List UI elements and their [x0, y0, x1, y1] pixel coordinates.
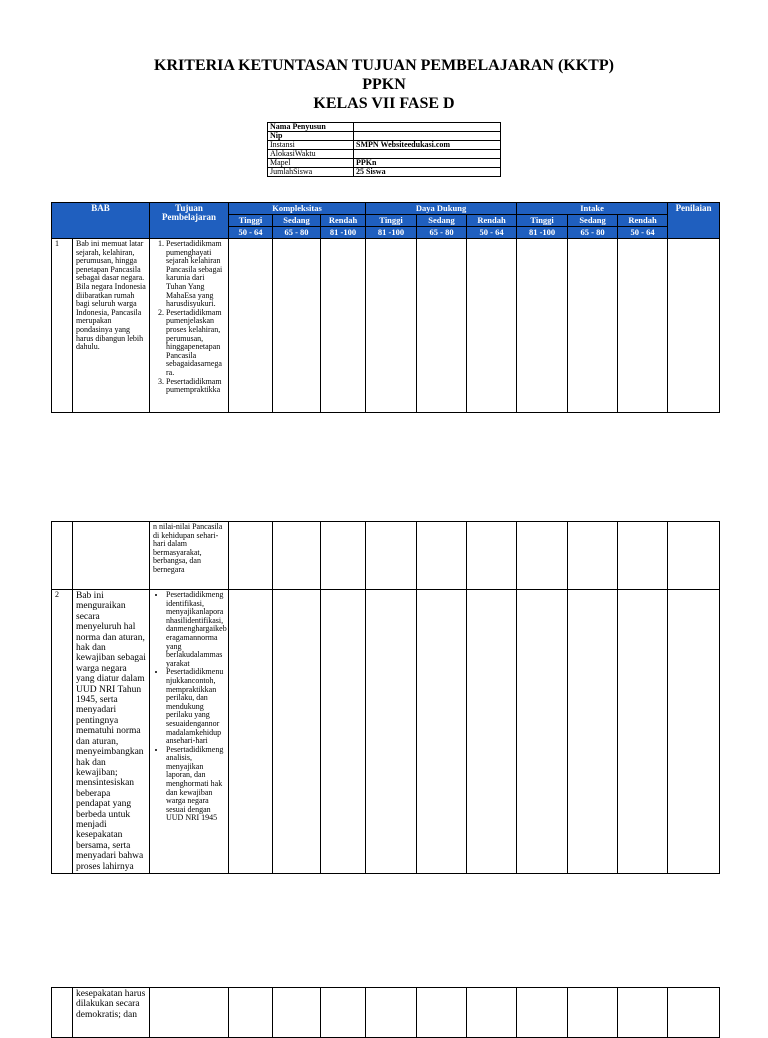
row-number: 1	[52, 239, 73, 413]
info-row	[268, 168, 501, 177]
tujuan-item: 2. Pesertadidikmam pumenjelaskan proses kelahiran, perumusan, hinggapenetapan Pancasila sebagaidasarnega ra.	[166, 309, 225, 378]
header-daya-dukung: Daya Dukung	[366, 203, 517, 215]
info-key: Nama Penyusun	[268, 123, 354, 132]
header-range: 50 - 64	[618, 227, 668, 239]
header-level: Sedang	[568, 215, 618, 227]
info-value	[354, 123, 501, 132]
table-row	[52, 522, 720, 590]
info-value: SMPN Websiteedukasi.com	[354, 141, 501, 150]
header-level: Rendah	[467, 215, 517, 227]
info-key: JumlahSiswa	[268, 168, 354, 177]
header-range: 65 - 80	[568, 227, 618, 239]
bab-description: Bab ini memuat latar sejarah, kelahiran, perumusan, hingga penetapan Pancasila sebagai dasar negara. Bila negara Indonesia diibaratkan rumah bagi seluruh warga Indonesia, Pancasila merupakan pondasinya yang harus dibangun lebih dahulu.	[73, 239, 150, 413]
title-line-3: KELAS VII FASE D	[313, 95, 455, 112]
tujuan-item: • Pesertadidikmenu njukkancontoh, mempraktikkan perilaku, dan mendukung perilaku yang sesuaidengannor madalamkehidup ansehari-hari	[166, 668, 225, 745]
identity-table	[267, 122, 501, 177]
header-range: 50 - 64	[229, 227, 273, 239]
kktp-table-page-3	[51, 987, 720, 1038]
header-bab: BAB	[52, 203, 150, 239]
header-range: 50 - 64	[467, 227, 517, 239]
info-row	[268, 150, 501, 159]
title-line-2: PPKN	[362, 76, 406, 93]
header-range: 65 - 80	[417, 227, 467, 239]
table-row	[52, 239, 720, 413]
tujuan-item: 3. Pesertadidikmam pumempraktikka	[166, 378, 225, 395]
table-row	[52, 988, 720, 1038]
tujuan-list	[150, 590, 229, 874]
table-row	[52, 590, 720, 874]
header-kompleksitas: Kompleksitas	[229, 203, 366, 215]
header-range: 81 -100	[321, 227, 366, 239]
tujuan-item: 1. Pesertadidikmam pumenghayati sejarah kelahiran Pancasila sebagai karunia dari Tuhan Yang MahaEsa yang harusdisyukuri.	[166, 240, 225, 309]
info-value: 25 Siswa	[354, 168, 501, 177]
bab-continuation: kesepakatan harus dilakukan secara demokratis; dan	[73, 988, 150, 1038]
kktp-table-page-1	[51, 202, 720, 413]
header-level: Rendah	[321, 215, 366, 227]
info-key: AlokasiWaktu	[268, 150, 354, 159]
info-row	[268, 123, 501, 132]
row-number: 2	[52, 590, 73, 874]
tujuan-continuation: n nilai-nilai Pancasila di kehidupan sehari-hari dalam bermasyarakat, berbangsa, dan bernegara	[150, 522, 229, 590]
title-line-1: KRITERIA KETUNTASAN TUJUAN PEMBELAJARAN (KKTP)	[154, 57, 614, 74]
header-level: Rendah	[618, 215, 668, 227]
info-key: Instansi	[268, 141, 354, 150]
header-penilaian: Penilaian	[668, 203, 720, 239]
tujuan-item: • Pesertadidikmeng identifikasi, menyajikanlapora nhasilidentifikasi, danmenghargaikeb eragamannorma yang berlakudalammas yarakat	[166, 591, 225, 668]
header-level: Tinggi	[517, 215, 568, 227]
bab-description: Bab ini menguraikan secara menyeluruh hal norma dan aturan, hak dan kewajiban sebagai warga negara yang diatur dalam UUD NRI Tahun 1945, serta menyadari pentingnya mematuhi norma dan aturan, menyeimbangkan hak dan kewajiban; mensintesiskan beberapa pendapat yang berbeda untuk menjadi kesepakatan bersama, serta menyadari bahwa proses lahirnya	[73, 590, 150, 874]
header-intake: Intake	[517, 203, 668, 215]
info-value: PPKn	[354, 159, 501, 168]
document-title	[0, 56, 768, 113]
info-key: Nip	[268, 132, 354, 141]
header-level: Sedang	[417, 215, 467, 227]
header-range: 81 -100	[366, 227, 417, 239]
header-level: Tinggi	[229, 215, 273, 227]
info-key: Mapel	[268, 159, 354, 168]
header-range: 65 - 80	[273, 227, 321, 239]
header-range: 81 -100	[517, 227, 568, 239]
header-tujuan: Tujuan Pembelajaran	[150, 203, 229, 239]
header-level: Sedang	[273, 215, 321, 227]
tujuan-item: • Pesertadidikmeng analisis, menyajikan laporan, dan menghormati hak dan kewajiban warga negara sesuai dengan UUD NRI 1945	[166, 746, 225, 823]
kktp-table-page-2	[51, 521, 720, 874]
header-level: Tinggi	[366, 215, 417, 227]
tujuan-list	[150, 239, 229, 413]
